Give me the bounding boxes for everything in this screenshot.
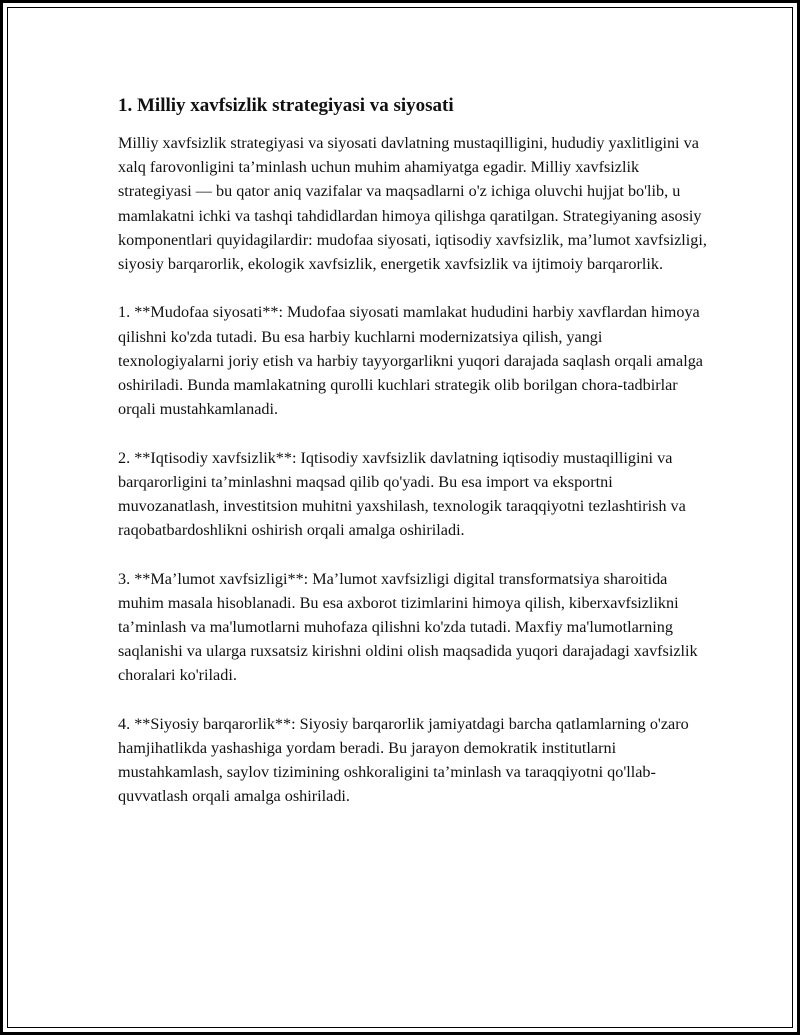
economic-security-paragraph: 2. **Iqtisodiy xavfsizlik**: Iqtisodiy xavfsizlik davlatning iqtisodiy mustaqilligini va barqarorligini ta’minlashni maqsad qilib qo'yadi. Bu esa import va eksportni muvozanatlash, investitsion muhitni yaxshilash, texnologik taraqqiyotni tezlashtirish va raqobatbardoshlikni oshirish orqali amalga oshiriladi. bbox=[118, 448, 686, 540]
information-security-paragraph: 3. **Ma’lumot xavfsizligi**: Ma’lumot xavfsizligi digital transformatsiya sharoitida muhim masala hisoblanadi. Bu esa axborot tizimlarini himoya qilish, kiberxavfsizlikni ta’minlash va ma'lumotlarni muhofaza qilishni ko'zda tutadi. Maxfiy ma'lumotlarning saqlanishi va ularga ruxsatsiz kirishni oldini olish maqsadida yuqori darajadagi xavfsizlik choralari ko'riladi. bbox=[118, 569, 698, 685]
defense-policy-paragraph: 1. **Mudofaa siyosati**: Mudofaa siyosati mamlakat hududini harbiy xavflardan himoya qilishni ko'zda tutadi. Bu esa harbiy kuchlarni modernizatsiya qilish, yangi texnologiyalarni joriy etish va harbiy tayyorgarlikni yuqori darajada saqlash orqali amalga oshiriladi. Bunda mamlakatning qurolli kuchlari strategik olib borilgan chora-tadbirlar orqali mustahkamlanadi. bbox=[118, 303, 703, 419]
section-heading: 1. Milliy xavfsizlik strategiyasi va siyosati bbox=[118, 95, 454, 116]
intro-paragraph: Milliy xavfsizlik strategiyasi va siyosati davlatning mustaqilligini, hududiy yaxlitligini va xalq farovonligini ta’minlash uchun muhim ahamiyatga egadir. Milliy xavfsizlik strategiyasi — bu qator aniq vazifalar va maqsadlarni o'z ichiga oluvchi hujjat bo'lib, u mamlakatni ichki va tashqi tahdidlardan himoya qilishga qaratilgan. Strategiyaning asosiy komponentlari quyidagilardir: mudofaa siyosati, iqtisodiy xavfsizlik, ma’lumot xavfsizligi, siyosiy barqarorlik, ekologik xavfsizlik, energetik xavfsizlik va ijtimoiy barqarorlik. bbox=[118, 134, 707, 274]
political-stability-paragraph: 4. **Siyosiy barqarorlik**: Siyosiy barqarorlik jamiyatdagi barcha qatlamlarning o'zaro hamjihatlikda yashashiga yordam beradi. Bu jarayon demokratik institutlarni mustahkamlash, saylov tizimining oshkoraligini ta’minlash va taraqqiyotni qo'llab-quvvatlash orqali amalga oshiriladi. bbox=[118, 714, 689, 806]
document-body bbox=[118, 92, 708, 833]
